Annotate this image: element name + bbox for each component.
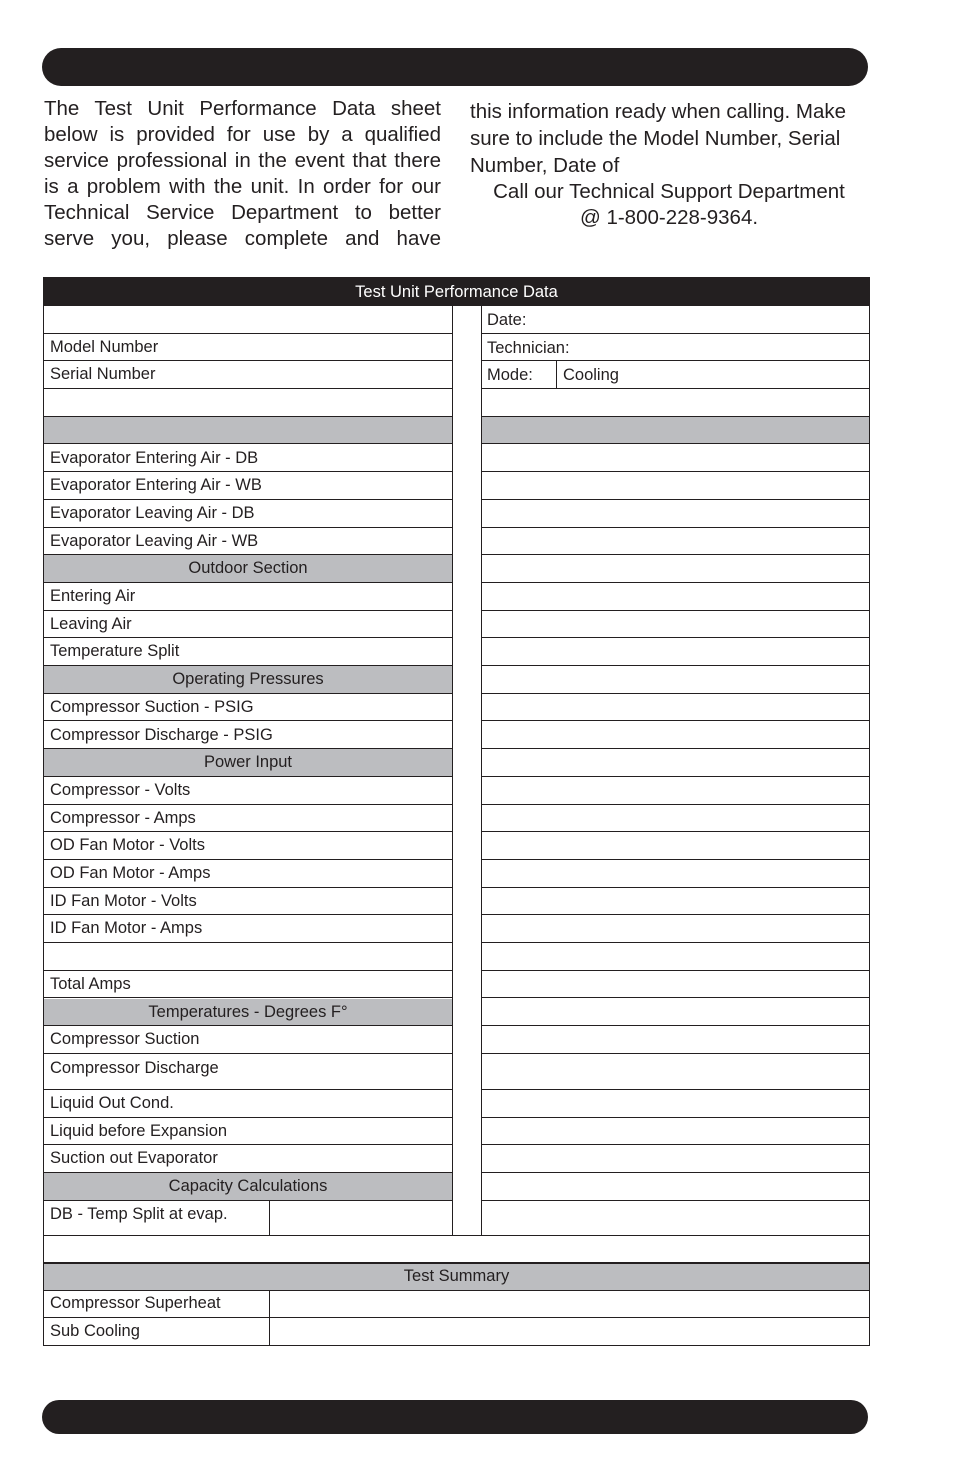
header-band [42, 48, 868, 86]
value-field[interactable] [481, 583, 869, 611]
field-label: Evaporator Entering Air - DB [44, 445, 452, 473]
intro-paragraph-right [470, 98, 868, 231]
field-label: Liquid Out Cond. [44, 1090, 452, 1118]
value-field[interactable] [481, 915, 869, 943]
value-field[interactable] [481, 500, 869, 528]
field-label [44, 943, 452, 971]
value-field[interactable] [481, 361, 869, 389]
intro-line: The Test Unit Performance Data sheet [44, 97, 441, 120]
mode-value: Cooling [563, 366, 619, 385]
value-field[interactable] [481, 417, 869, 445]
field-label: Model Number [44, 334, 452, 362]
field-label: Compressor Suction - PSIG [44, 694, 452, 722]
field-label: ID Fan Motor - Amps [44, 915, 452, 943]
value-field[interactable] [481, 860, 869, 888]
field-label: Evaporator Entering Air - WB [44, 472, 452, 500]
support-phone: @ 1-800-228-9364. [579, 206, 759, 229]
value-field[interactable] [481, 555, 869, 583]
section-header: Capacity Calculations [44, 1173, 452, 1201]
mode-divider [556, 361, 557, 388]
value-field[interactable] [481, 1054, 869, 1090]
section-header: Operating Pressures [44, 666, 452, 694]
value-field[interactable] [481, 1118, 869, 1146]
intro-line: is a problem with the unit. In order for our [44, 175, 441, 198]
section-header: Power Input [44, 749, 452, 777]
field-label: Entering Air [44, 583, 452, 611]
intro-paragraph-left [44, 96, 441, 252]
value-field[interactable] [481, 528, 869, 556]
value-field[interactable] [481, 999, 869, 1027]
value-field[interactable] [481, 888, 869, 916]
value-field[interactable] [481, 832, 869, 860]
field-label: Compressor - Amps [44, 805, 452, 833]
field-label: Evaporator Leaving Air - DB [44, 500, 452, 528]
value-field[interactable] [481, 1173, 869, 1201]
value-field[interactable] [481, 1026, 869, 1054]
value-field[interactable] [481, 1090, 869, 1118]
intro-right-text: this information ready when calling. Make sure to include the Model Number, Serial Number, Date of [470, 100, 847, 177]
summary-value-field[interactable] [269, 1291, 869, 1318]
value-field[interactable] [481, 805, 869, 833]
field-label [44, 306, 452, 334]
intro-line: Technical Service Department to better [44, 201, 441, 224]
field-label: Compressor Discharge - PSIG [44, 722, 452, 750]
value-field[interactable] [481, 694, 869, 722]
value-field[interactable] [481, 1145, 869, 1173]
sheet-title: Test Unit Performance Data [44, 278, 869, 306]
field-label: Serial Number [44, 361, 452, 389]
section-header: Outdoor Section [44, 555, 452, 583]
field-label: Compressor - Volts [44, 777, 452, 805]
technician-label: Technician: [487, 338, 570, 357]
summary-label: Sub Cooling [50, 1321, 140, 1340]
field-label: Temperature Split [44, 638, 452, 666]
value-field[interactable] [481, 666, 869, 694]
field-label: DB - Temp Split at evap. [50, 1204, 228, 1223]
column-divider [269, 1201, 270, 1235]
value-field[interactable] [481, 611, 869, 639]
value-field[interactable] [481, 389, 869, 417]
mode-label: Mode: [487, 366, 533, 385]
field-label: OD Fan Motor - Volts [44, 832, 452, 860]
field-label: Total Amps [44, 971, 452, 999]
intro-line: service professional in the event that there [44, 149, 441, 172]
value-field[interactable] [481, 638, 869, 666]
section-header [44, 417, 452, 445]
field-label: OD Fan Motor - Amps [44, 860, 452, 888]
value-field[interactable] [481, 749, 869, 777]
value-field[interactable] [481, 943, 869, 971]
footer-band [42, 1400, 868, 1434]
support-line-1: Call our Technical Support Department [493, 180, 845, 203]
field-label: Leaving Air [44, 611, 452, 639]
value-field[interactable] [481, 445, 869, 473]
summary-label: Compressor Superheat [44, 1291, 269, 1318]
field-label: Evaporator Leaving Air - WB [44, 528, 452, 556]
value-field[interactable] [481, 971, 869, 999]
date-label: Date: [487, 311, 527, 329]
field-label: Liquid before Expansion [44, 1118, 452, 1146]
value-field[interactable] [481, 1201, 869, 1235]
field-label: ID Fan Motor - Volts [44, 888, 452, 916]
column-divider [452, 306, 453, 1235]
intro-line: serve you, please complete and have [44, 227, 441, 250]
section-header: Temperatures - Degrees F° [44, 999, 452, 1027]
blank-row [44, 1236, 869, 1263]
field-label: Compressor Suction [44, 1026, 452, 1054]
performance-data-sheet [43, 277, 870, 1346]
value-field[interactable] [481, 722, 869, 750]
field-label [44, 389, 452, 417]
value-field[interactable] [481, 777, 869, 805]
column-divider [481, 306, 482, 1235]
summary-value-field[interactable] [269, 1318, 869, 1345]
field-label: Compressor Discharge [44, 1054, 452, 1090]
value-field[interactable] [481, 306, 869, 334]
intro-line: below is provided for use by a qualified [44, 123, 441, 146]
value-field[interactable] [481, 472, 869, 500]
test-summary-header: Test Summary [44, 1263, 869, 1291]
field-label: Suction out Evaporator [44, 1145, 452, 1173]
